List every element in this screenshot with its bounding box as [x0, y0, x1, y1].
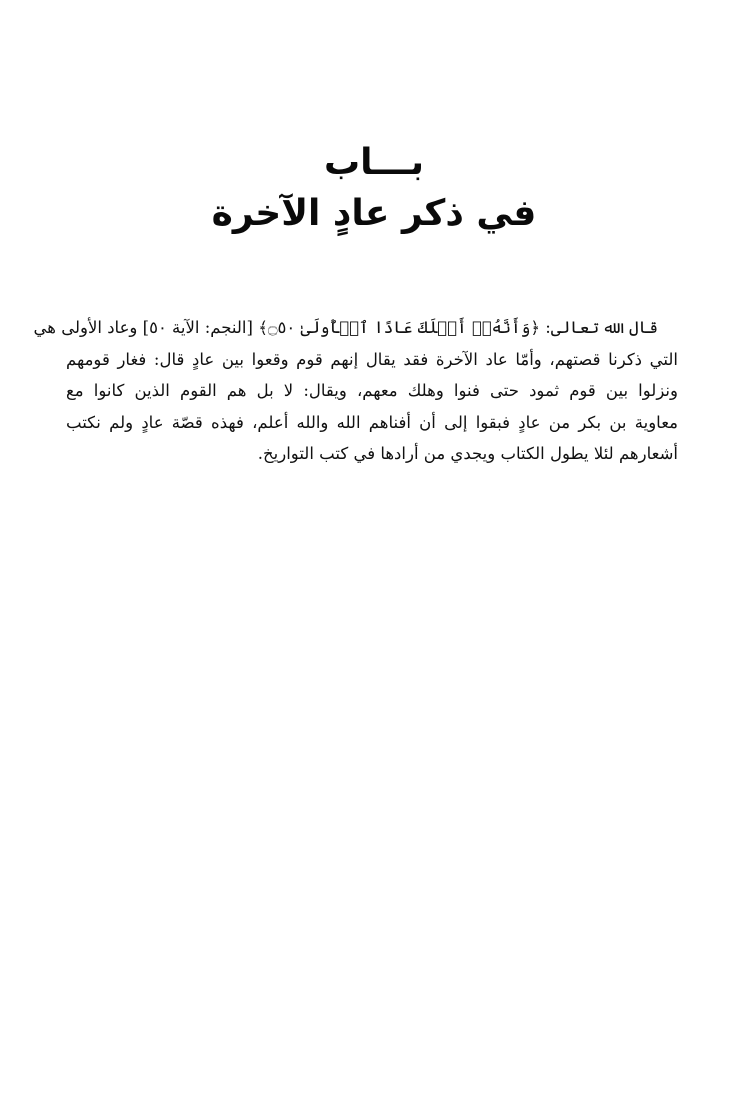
paragraph-line: ونزلوا بين قوم ثمود حتى فنوا وهلك معهم، ويقال: لا بل هم القوم الذين كانوا مع [66, 381, 678, 400]
paragraph-line: معاوية بن بكر من عادٍ فبقوا إلى أن أفناهم الله والله أعلم، فهذه قصّة عادٍ ولم نكتب [66, 412, 678, 432]
paragraph-line: التي ذكرنا قصتهم، وأمّا عاد الآخرة فقد يقال إنهم قوم وقعوا بين عادٍ قال: فغار قومهم [66, 349, 678, 369]
body-paragraph [33, 312, 678, 470]
chapter-title: في ذكر عادٍ الآخرة [211, 193, 537, 234]
chapter-label: بـــاب [323, 142, 425, 183]
paragraph-line: أشعارهم لئلا يطول الكتاب ويجدي من أرادها في كتب التواريخ. [257, 444, 678, 463]
paragraph-line: قال الله تعالى: ﴿وَأَنَّهُۥٓ أَهۡلَكَ عَادًا ٱلۡأُولَىٰ ۝٥٠﴾ [النجم: الآية ٥٠] وعاد الأولى هي [33, 318, 658, 337]
